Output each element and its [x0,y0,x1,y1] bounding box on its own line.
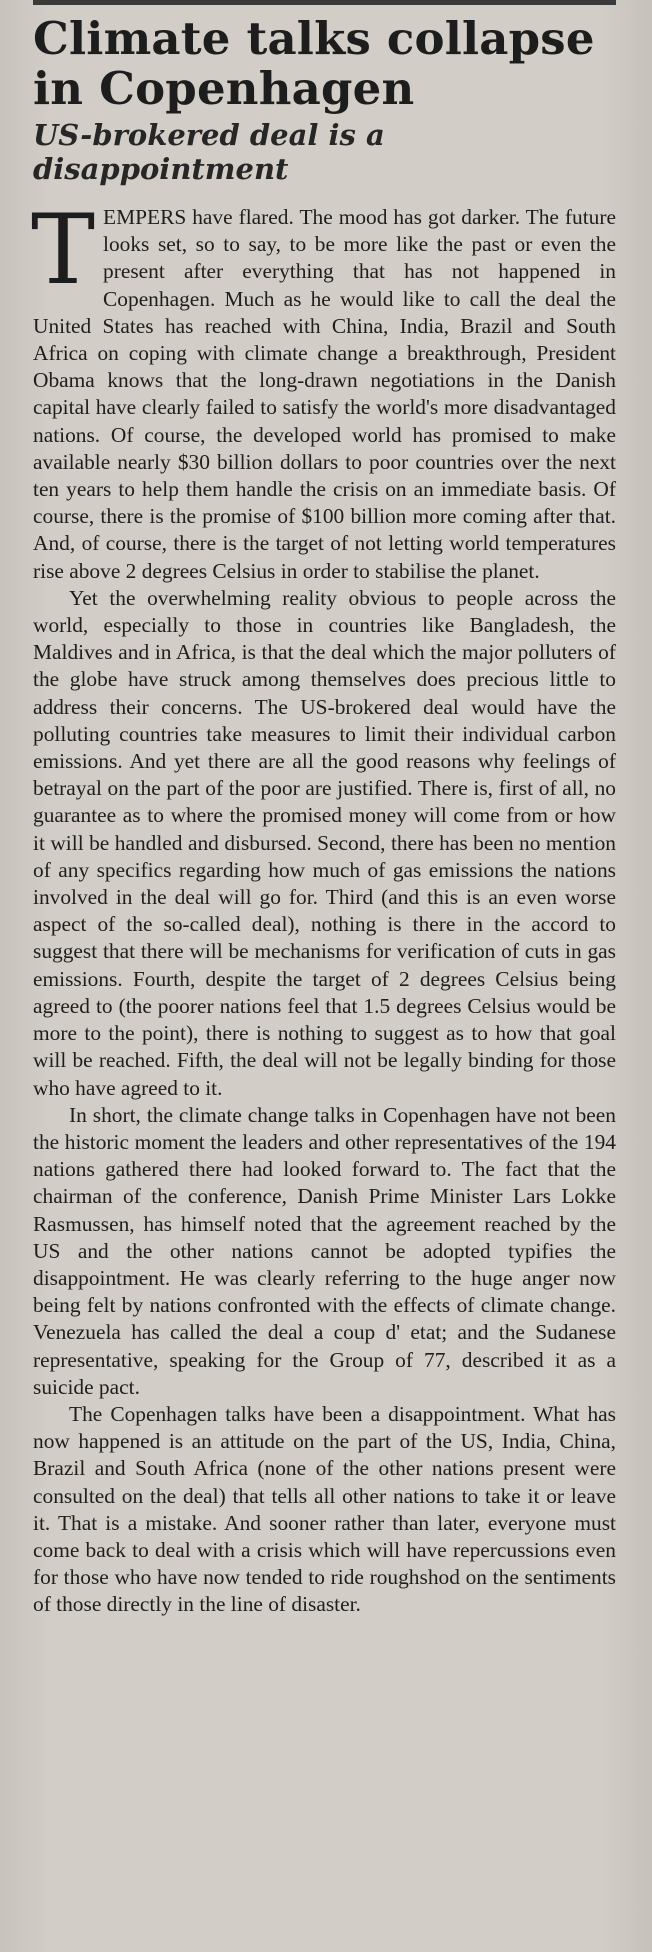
headline: Climate talks collapse in Copenhagen [33,12,595,115]
article-body [31,194,616,1619]
paragraph-2: Yet the overwhelming reality obvious to people across the world, especially to those in countries like Bangladesh, the Maldives and in Africa, is that the deal which the major polluters of the globe have struck among themselves does precious little to address their concerns. The US-brokered deal would have the polluting countries take measures to limit their individual carbon emissions. And yet there are all the good reasons why feelings of betrayal on the part of the poor are justified. There is, first of all, no guarantee as to where the promised money will come from or how it will be handled and disbursed. Second, there has been no mention of any specifics regarding how much of gas emissions the nations involved in the deal will go for. Third (and this is an even worse aspect of the so-called deal), nothing is there in the accord to suggest that there will be mechanisms for verification of cuts in gas emissions. Fourth, despite the target of 2 degrees Celsius being agreed to (the poorer nations feel that 1.5 degrees Celsius would be more to the point), there is nothing to suggest as to how that goal will be reached. Fifth, the deal will not be legally binding for those who have agreed to it. [33,585,616,1100]
paragraph-3: In short, the climate change talks in Copenhagen have not been the historic moment the leaders and other representatives of the 194 nations gathered there had looked forward to. The fact that the chairman of the conference, Danish Prime Minister Lars Lokke Rasmussen, has himself noted that the agreement reached by the US and the other nations cannot be adopted typifies the disappointment. He was clearly referring to the huge anger now being felt by nations confronted with the effects of climate change. Venezuela has called the deal a coup d' etat; and the Sudanese representative, speaking for the Group of 77, described it as a suicide pact. [33,1102,616,1399]
top-rule [33,0,616,5]
subheadline: US-brokered deal is a disappointment [33,118,385,186]
paragraph-1-text: EMPERS have flared. The mood has got darker. The future looks set, so to say, to be more like the past or even the present after everything that has not happened in Copenhagen. Much as he would like to call the deal the United States has reached with China, India, Brazil and South Africa on coping with climate change a breakthrough, President Obama knows that the long-drawn negotiations in the Danish capital have clearly failed to satisfy the world's more disadvantaged nations. Of course, the developed world has promised to make available nearly $30 billion dollars to poor countries over the next ten years to help them handle the crisis on an immediate basis. Of course, there is the promise of $100 billion more coming after that. And, of course, there is the target of not letting world temperatures rise above 2 degrees Celsius in order to stabilise the planet. [33,205,616,583]
drop-cap: T [31,194,96,306]
paragraph-1 [31,194,616,585]
paragraph-4: The Copenhagen talks have been a disappointment. What has now happened is an attitude on the part of the US, India, China, Brazil and South Africa (none of the other nations present were consulted on the deal) that tells all other nations to take it or leave it. That is a mistake. And sooner rather than later, everyone must come back to deal with a crisis which will have repercussions even for those who have now tended to ride roughshod on the sentiments of those directly in the line of disaster. [33,1401,616,1617]
